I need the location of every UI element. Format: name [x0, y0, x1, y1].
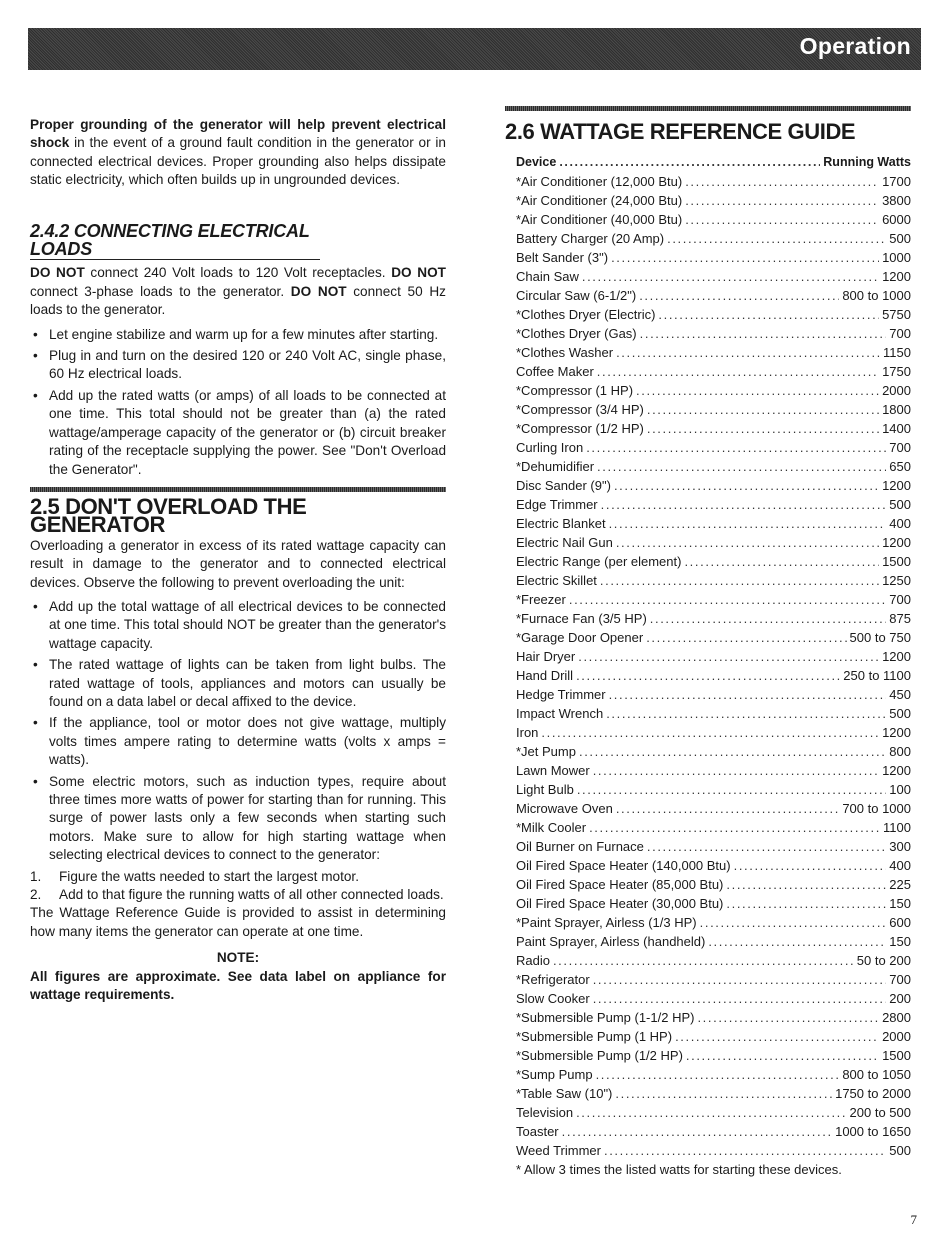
- running-watts: 650: [889, 459, 911, 474]
- running-watts: 1750 to 2000: [835, 1086, 911, 1101]
- table-row: [516, 951, 911, 970]
- device-name: *Air Conditioner (40,000 Btu): [516, 212, 683, 227]
- running-watts: 800 to 1050: [842, 1067, 911, 1082]
- note-label: NOTE:: [216, 950, 260, 966]
- device-name: *Compressor (1 HP): [516, 383, 634, 398]
- device-name: *Clothes Washer: [516, 345, 614, 360]
- table-row: [516, 894, 911, 913]
- leader-dots: [578, 647, 879, 666]
- table-row: [516, 609, 911, 628]
- table-row: [516, 1141, 911, 1160]
- running-watts: 1500: [882, 1048, 911, 1063]
- device-name: Hedge Trimmer: [516, 687, 606, 702]
- device-name: Oil Fired Space Heater (140,000 Btu): [516, 858, 731, 873]
- table-row: [516, 457, 911, 476]
- leader-dots: [616, 533, 879, 552]
- running-watts: 50 to 200: [856, 953, 911, 968]
- grounding-text: in the event of a ground fault condition in the generator or in connected electrical devices. Proper grounding also helps dissipate static electricity, which often builds up in ungrounded devices.: [30, 135, 446, 188]
- device-name: *Freezer: [516, 592, 566, 607]
- leader-dots: [614, 476, 879, 495]
- list-item: • Add up the rated watts (or amps) of all loads to be connected at one time. This total should not be greater than (a) the rated wattage/amperage capacity of the generator or (b) circuit breaker rating of the receptacle supplying the power. See "Don't Overload the Generator".: [30, 387, 446, 479]
- leader-dots: [639, 286, 839, 305]
- running-watts: 700: [889, 326, 911, 341]
- running-watts: 6000: [882, 212, 911, 227]
- running-watts: 1700: [882, 174, 911, 189]
- running-watts: 1150: [883, 345, 911, 360]
- device-name: Battery Charger (20 Amp): [516, 231, 665, 246]
- overload-closing: The Wattage Reference Guide is provided to assist in determining how many items the generator can operate at one time.: [30, 905, 446, 939]
- table-row: [516, 514, 911, 533]
- device-name: Electric Nail Gun: [516, 535, 613, 550]
- leader-dots: [726, 875, 886, 894]
- table-row: [516, 1008, 911, 1027]
- leader-dots: [593, 970, 887, 989]
- device-name: Slow Cooker: [516, 991, 590, 1006]
- table-row: [516, 932, 911, 951]
- leader-dots: [569, 590, 886, 609]
- device-name: *Table Saw (10"): [516, 1086, 613, 1101]
- device-name: *Milk Cooler: [516, 820, 587, 835]
- table-row: [516, 438, 911, 457]
- leader-dots: [667, 229, 886, 248]
- device-name: *Air Conditioner (24,000 Btu): [516, 193, 683, 208]
- table-row: [516, 229, 911, 248]
- numbered-step: [30, 868, 446, 886]
- table-row: [516, 1103, 911, 1122]
- table-row: [516, 970, 911, 989]
- do-not-emphasis: DO NOT: [391, 265, 446, 281]
- running-watts: 2800: [882, 1010, 911, 1025]
- leader-dots: [615, 1084, 832, 1103]
- leader-dots: [576, 666, 840, 685]
- intro-text: connect 240 Volt loads to 120 Volt receptacles.: [84, 265, 392, 281]
- leader-dots: [593, 989, 887, 1008]
- loads-bullet-list: [30, 326, 446, 479]
- step-number: 1.: [30, 868, 42, 884]
- leader-dots: [589, 818, 880, 837]
- device-name: Coffee Maker: [516, 364, 594, 379]
- leader-dots: [586, 438, 886, 457]
- device-name: Electric Blanket: [516, 516, 606, 531]
- leader-dots: [616, 343, 880, 362]
- running-watts: 225: [889, 877, 911, 892]
- table-row: [516, 913, 911, 932]
- device-name: Oil Fired Space Heater (30,000 Btu): [516, 896, 724, 911]
- running-watts: 800 to 1000: [842, 288, 911, 303]
- table-row: [516, 324, 911, 343]
- running-watts: 3800: [882, 193, 911, 208]
- grounding-paragraph: [30, 116, 446, 190]
- table-row: [516, 305, 911, 324]
- device-name: Edge Trimmer: [516, 497, 598, 512]
- list-item: • Plug in and turn on the desired 120 or 240 Volt AC, single phase, 60 Hz electrical loads.: [30, 347, 446, 384]
- table-row: [516, 552, 911, 571]
- device-name: Toaster: [516, 1124, 559, 1139]
- leader-dots: [616, 799, 840, 818]
- intro-text: connect 50 Hz loads to the generator.: [30, 283, 446, 318]
- leader-dots: [684, 552, 879, 571]
- running-watts: 150: [889, 896, 911, 911]
- running-watts: 1400: [882, 421, 911, 436]
- running-watts: 2000: [882, 383, 911, 398]
- column-header-watts: Running Watts: [823, 155, 911, 169]
- step-text: Figure the watts needed to start the largest motor.: [59, 868, 359, 884]
- running-watts: 5750: [882, 307, 911, 322]
- table-row: [516, 381, 911, 400]
- running-watts: 1200: [882, 535, 911, 550]
- device-name: Belt Sander (3"): [516, 250, 609, 265]
- leader-dots: [700, 913, 887, 932]
- device-name: Hair Dryer: [516, 649, 576, 664]
- step-text: Add to that figure the running watts of all other connected loads.: [59, 887, 444, 903]
- header-bar: [28, 28, 921, 70]
- running-watts: 1200: [882, 649, 911, 664]
- device-name: *Submersible Pump (1 HP): [516, 1029, 673, 1044]
- device-name: *Submersible Pump (1-1/2 HP): [516, 1010, 695, 1025]
- device-name: *Furnace Fan (3/5 HP): [516, 611, 647, 626]
- running-watts: 1250: [882, 573, 911, 588]
- step-number: 2.: [30, 887, 42, 903]
- leader-dots: [559, 153, 820, 172]
- device-name: *Paint Sprayer, Airless (1/3 HP): [516, 915, 697, 930]
- table-row: [516, 704, 911, 723]
- table-row: [516, 837, 911, 856]
- leader-dots: [609, 514, 887, 533]
- running-watts: 1500: [882, 554, 911, 569]
- numbered-step: [30, 886, 446, 904]
- table-row: [516, 742, 911, 761]
- device-name: Oil Burner on Furnace: [516, 839, 644, 854]
- leader-dots: [577, 780, 886, 799]
- leader-dots: [601, 495, 887, 514]
- leader-dots: [697, 1008, 879, 1027]
- table-row: [516, 1065, 911, 1084]
- leader-dots: [640, 324, 887, 343]
- running-watts: 1100: [883, 820, 911, 835]
- leader-dots: [658, 305, 879, 324]
- leader-dots: [609, 685, 887, 704]
- table-row: [516, 191, 911, 210]
- leader-dots: [685, 191, 879, 210]
- table-row: [516, 856, 911, 875]
- table-row: [516, 286, 911, 305]
- leader-dots: [596, 1065, 840, 1084]
- intro-text: connect 3-phase loads to the generator.: [30, 283, 291, 299]
- overload-steps: [30, 868, 446, 905]
- device-name: *Dehumidifier: [516, 459, 595, 474]
- leader-dots: [686, 1046, 879, 1065]
- device-name: *Clothes Dryer (Gas): [516, 326, 637, 341]
- leader-dots: [606, 704, 886, 723]
- section-heading-2-4-2: 2.4.2 CONNECTING ELECTRICAL LOADS: [30, 222, 320, 261]
- leader-dots: [636, 381, 879, 400]
- device-name: *Air Conditioner (12,000 Btu): [516, 174, 683, 189]
- running-watts: 200 to 500: [849, 1105, 911, 1120]
- device-name: *Compressor (1/2 HP): [516, 421, 644, 436]
- device-name: Television: [516, 1105, 574, 1120]
- leader-dots: [647, 419, 879, 438]
- leader-dots: [597, 457, 886, 476]
- table-row: [516, 799, 911, 818]
- list-item: • If the appliance, tool or motor does not give wattage, multiply volts times ampere rating to determine watts (volts x amps = watts).: [30, 714, 446, 769]
- running-watts: 700 to 1000: [842, 801, 911, 816]
- column-header-device: Device: [516, 155, 557, 169]
- device-name: Chain Saw: [516, 269, 579, 284]
- leader-dots: [541, 723, 879, 742]
- device-name: Paint Sprayer, Airless (handheld): [516, 934, 706, 949]
- table-row: [516, 628, 911, 647]
- left-column: [30, 116, 446, 1004]
- table-row: [516, 1046, 911, 1065]
- leader-dots: [647, 837, 886, 856]
- device-name: Light Bulb: [516, 782, 574, 797]
- header-title: Operation: [799, 33, 911, 59]
- device-name: Iron: [516, 725, 539, 740]
- leader-dots: [582, 267, 879, 286]
- table-row: [516, 476, 911, 495]
- section-heading-2-6: 2.6 WATTAGE REFERENCE GUIDE: [505, 119, 856, 144]
- device-name: *Submersible Pump (1/2 HP): [516, 1048, 683, 1063]
- running-watts: 500: [889, 706, 911, 721]
- leader-dots: [647, 400, 879, 419]
- section-rule: [505, 106, 911, 111]
- table-row: [516, 400, 911, 419]
- table-row: [516, 647, 911, 666]
- device-name: Impact Wrench: [516, 706, 604, 721]
- leader-dots: [675, 1027, 879, 1046]
- running-watts: 700: [889, 592, 911, 607]
- overload-bullet-list: [30, 598, 446, 865]
- running-watts: 500: [889, 1143, 911, 1158]
- leader-dots: [726, 894, 886, 913]
- running-watts: 1800: [882, 402, 911, 417]
- table-row: [516, 818, 911, 837]
- leader-dots: [579, 742, 886, 761]
- leader-dots: [593, 761, 879, 780]
- table-row: [516, 666, 911, 685]
- section-rule: [30, 487, 446, 492]
- device-name: *Jet Pump: [516, 744, 576, 759]
- leader-dots: [611, 248, 879, 267]
- table-row: [516, 419, 911, 438]
- device-name: Hand Drill: [516, 668, 574, 683]
- running-watts: 400: [889, 516, 911, 531]
- device-name: *Refrigerator: [516, 972, 590, 987]
- running-watts: 300: [889, 839, 911, 854]
- running-watts: 700: [889, 972, 911, 987]
- running-watts: 800: [889, 744, 911, 759]
- table-row: [516, 875, 911, 894]
- device-name: *Garage Door Opener: [516, 630, 644, 645]
- table-row: [516, 495, 911, 514]
- leader-dots: [685, 210, 879, 229]
- loads-intro: [30, 264, 446, 319]
- list-item: • Some electric motors, such as induction types, require about three times more watts of power for starting than for running. This surge of power lasts only a few seconds when starting such motors. Make sure to allow for high starting wattage when selecting electrical devices to connect to the generator:: [30, 773, 446, 865]
- running-watts: 1200: [882, 763, 911, 778]
- running-watts: 100: [889, 782, 911, 797]
- running-watts: 875: [889, 611, 911, 626]
- leader-dots: [685, 172, 879, 191]
- device-name: Curling Iron: [516, 440, 584, 455]
- running-watts: 200: [889, 991, 911, 1006]
- right-column: [505, 106, 911, 1179]
- running-watts: 1200: [882, 478, 911, 493]
- running-watts: 400: [889, 858, 911, 873]
- device-name: *Clothes Dryer (Electric): [516, 307, 656, 322]
- device-name: Electric Skillet: [516, 573, 597, 588]
- table-row: [516, 590, 911, 609]
- running-watts: 450: [889, 687, 911, 702]
- table-row: [516, 172, 911, 191]
- table-row: [516, 780, 911, 799]
- running-watts: 250 to 1100: [843, 668, 911, 683]
- do-not-emphasis: DO NOT: [30, 265, 85, 281]
- table-row: [516, 533, 911, 552]
- leader-dots: [650, 609, 887, 628]
- table-row: [516, 343, 911, 362]
- table-row: [516, 989, 911, 1008]
- running-watts: 600: [889, 915, 911, 930]
- table-row: [516, 267, 911, 286]
- running-watts: 150: [889, 934, 911, 949]
- running-watts: 500 to 750: [849, 630, 911, 645]
- section-heading-2-5: 2.5 DON'T OVERLOAD THE GENERATOR: [30, 493, 307, 538]
- leader-dots: [553, 951, 854, 970]
- leader-dots: [734, 856, 887, 875]
- device-name: *Compressor (3/4 HP): [516, 402, 644, 417]
- running-watts: 700: [889, 440, 911, 455]
- leader-dots: [597, 362, 879, 381]
- wattage-table-header: [516, 153, 911, 172]
- grounding-lead: Proper grounding of the generator will help prevent electrical shock: [30, 117, 446, 151]
- running-watts: 1200: [882, 725, 911, 740]
- wattage-footnote: * Allow 3 times the listed watts for starting these devices.: [516, 1162, 842, 1177]
- table-row: [516, 210, 911, 229]
- running-watts: 1200: [882, 269, 911, 284]
- running-watts: 1750: [882, 364, 911, 379]
- device-name: *Sump Pump: [516, 1067, 593, 1082]
- device-name: Weed Trimmer: [516, 1143, 601, 1158]
- device-name: Oil Fired Space Heater (85,000 Btu): [516, 877, 724, 892]
- list-item: • Let engine stabilize and warm up for a few minutes after starting.: [30, 326, 446, 344]
- list-item: • The rated wattage of lights can be taken from light bulbs. The rated wattage of tools, appliances and motors can usually be found on a data label or decal affixed to the device.: [30, 656, 446, 711]
- running-watts: 500: [889, 231, 911, 246]
- device-name: Radio: [516, 953, 550, 968]
- device-name: Microwave Oven: [516, 801, 613, 816]
- table-row: [516, 248, 911, 267]
- leader-dots: [604, 1141, 886, 1160]
- table-row: [516, 362, 911, 381]
- table-row: [516, 761, 911, 780]
- running-watts: 1000 to 1650: [835, 1124, 911, 1139]
- table-row: [516, 1027, 911, 1046]
- table-row: [516, 723, 911, 742]
- leader-dots: [600, 571, 879, 590]
- overload-intro: Overloading a generator in excess of its rated wattage capacity can result in damage to the generator and to connected electrical devices. Observe the following to prevent overloading the unit:: [30, 537, 446, 590]
- running-watts: 500: [889, 497, 911, 512]
- table-row: [516, 571, 911, 590]
- leader-dots: [646, 628, 846, 647]
- wattage-table: [505, 172, 911, 1160]
- device-name: Disc Sander (9"): [516, 478, 611, 493]
- list-item: • Add up the total wattage of all electrical devices to be connected at one time. This total should NOT be greater than the generator's wattage capacity.: [30, 598, 446, 653]
- leader-dots: [576, 1103, 846, 1122]
- running-watts: 1000: [882, 250, 911, 265]
- leader-dots: [708, 932, 886, 951]
- device-name: Circular Saw (6-1/2"): [516, 288, 637, 303]
- device-name: Lawn Mower: [516, 763, 590, 778]
- note-text: All figures are approximate. See data label on appliance for wattage requirements.: [30, 968, 446, 1003]
- do-not-emphasis: DO NOT: [290, 283, 347, 299]
- leader-dots: [562, 1122, 832, 1141]
- table-row: [516, 1084, 911, 1103]
- device-name: Electric Range (per element): [516, 554, 682, 569]
- table-row: [516, 1122, 911, 1141]
- running-watts: 2000: [882, 1029, 911, 1044]
- table-row: [516, 685, 911, 704]
- page-number: 7: [910, 1212, 917, 1227]
